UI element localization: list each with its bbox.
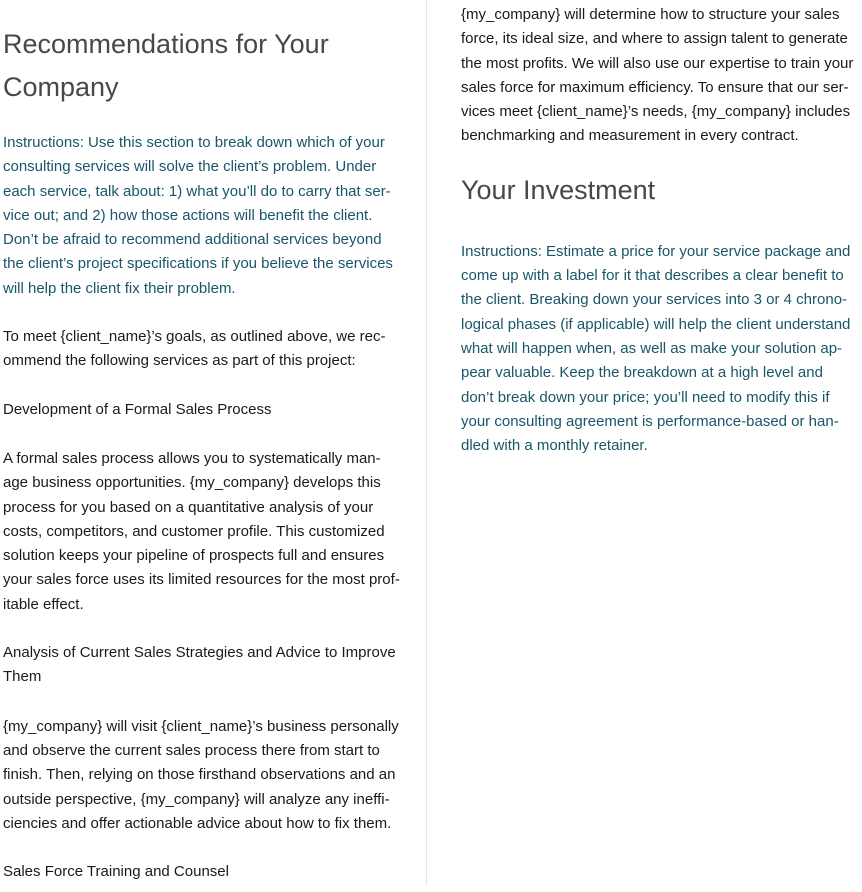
sales-training-body-continued-line: vices meet {client_name}’s needs, {my_company} includes — [461, 103, 851, 121]
service-body-sales-strategy-analysis — [3, 715, 398, 836]
investment-instructions-line: what will happen when, as well as make your solution ap- — [461, 339, 843, 357]
investment-instructions-line: the client. Breaking down your services into 3 or 4 chrono- — [461, 291, 848, 309]
service-body-formal-sales-process-line: process for you based on a quantitative analysis of your — [3, 498, 374, 516]
left-column — [3, 0, 398, 884]
recommendations-intro-line: To meet {client_name}’s goals, as outlined above, we rec- — [3, 328, 386, 346]
service-body-formal-sales-process-line: your sales force uses its limited resources for the most prof- — [3, 571, 400, 589]
service-body-sales-strategy-analysis-line: and observe the current sales process there from start to — [3, 741, 380, 759]
recommendations-instructions-line: vice out; and 2) how those actions will benefit the client. — [3, 206, 373, 224]
investment-instructions-line: pear valuable. Keep the breakdown at a high level and — [461, 364, 823, 382]
investment-instructions-line: don’t break down your price; you’ll need to modify this if — [461, 388, 830, 406]
service-body-sales-strategy-analysis-line: {my_company} will visit {client_name}’s business personally — [3, 717, 399, 735]
investment-instructions — [461, 240, 853, 459]
service-heading-sales-strategy-analysis-line: Analysis of Current Sales Strategies and Advice to Improve — [3, 644, 396, 662]
service-heading-sales-force-training-line: Sales Force Training and Counsel — [3, 863, 229, 881]
service-heading-formal-sales-process-line: Development of a Formal Sales Process — [3, 400, 272, 418]
sales-training-body-continued-line: {my_company} will determine how to structure your sales — [461, 6, 840, 23]
investment-instructions-line: your consulting agreement is performance-based or han- — [461, 412, 839, 430]
investment-instructions-line: come up with a label for it that describes a clear benefit to — [461, 267, 844, 285]
service-body-sales-strategy-analysis-line: outside perspective, {my_company} will analyze any ineffi- — [3, 790, 390, 808]
service-body-sales-strategy-analysis-line: finish. Then, relying on those firsthand observations and an — [3, 766, 396, 784]
service-heading-sales-force-training — [3, 860, 398, 884]
service-body-formal-sales-process-line: costs, competitors, and customer profile. This customized — [3, 522, 385, 540]
section-title-your-investment — [461, 169, 853, 212]
service-body-formal-sales-process-line: age business opportunities. {my_company} develops this — [3, 474, 381, 492]
service-body-formal-sales-process — [3, 447, 398, 617]
recommendations-intro-line: ommend the following services as part of this project: — [3, 352, 356, 370]
right-column — [461, 0, 853, 458]
recommendations-instructions-line: will help the client fix their problem. — [3, 279, 236, 297]
recommendations-instructions-line: each service, talk about: 1) what you’ll do to carry that ser- — [3, 182, 391, 200]
sales-training-body-continued — [461, 3, 853, 149]
service-body-formal-sales-process-line: solution keeps your pipeline of prospects full and ensures — [3, 547, 385, 565]
section-title-recommendations — [3, 23, 398, 109]
investment-instructions-line: logical phases (if applicable) will help the client understand — [461, 315, 851, 333]
investment-instructions-line: Instructions: Estimate a price for your service package and — [461, 242, 851, 260]
recommendations-instructions-line: Don’t be afraid to recommend additional services beyond — [3, 231, 382, 249]
service-body-sales-strategy-analysis-line: ciencies and offer actionable advice about how to fix them. — [3, 814, 392, 832]
section-title-your-investment-line: Your Investment — [461, 174, 656, 205]
service-heading-formal-sales-process — [3, 398, 398, 422]
service-heading-sales-strategy-analysis — [3, 641, 398, 690]
sales-training-body-continued-line: benchmarking and measurement in every contract. — [461, 127, 799, 145]
investment-instructions-line: dled with a monthly retainer. — [461, 437, 648, 455]
recommendations-instructions-line: Instructions: Use this section to break down which of your — [3, 134, 385, 151]
sales-training-body-continued-line: the most profits. We will also use our expertise to train your — [461, 54, 854, 72]
service-body-formal-sales-process-line: A formal sales process allows you to systematically man- — [3, 449, 381, 467]
sales-training-body-continued-line: sales force for maximum efficiency. To ensure that our ser- — [461, 78, 849, 96]
recommendations-instructions — [3, 131, 398, 301]
recommendations-instructions-line: the client’s project specifications if you believe the services — [3, 255, 393, 273]
section-title-recommendations-line: Company — [3, 72, 119, 102]
column-divider — [426, 0, 427, 886]
recommendations-instructions-line: consulting services will solve the client’s problem. Under — [3, 158, 377, 176]
service-body-formal-sales-process-line: itable effect. — [3, 595, 84, 613]
recommendations-intro — [3, 325, 398, 374]
sales-training-body-continued-line: force, its ideal size, and where to assign talent to generate — [461, 30, 848, 48]
section-title-recommendations-line: Recommendations for Your — [3, 29, 329, 59]
service-heading-sales-strategy-analysis-line: Them — [3, 668, 42, 686]
